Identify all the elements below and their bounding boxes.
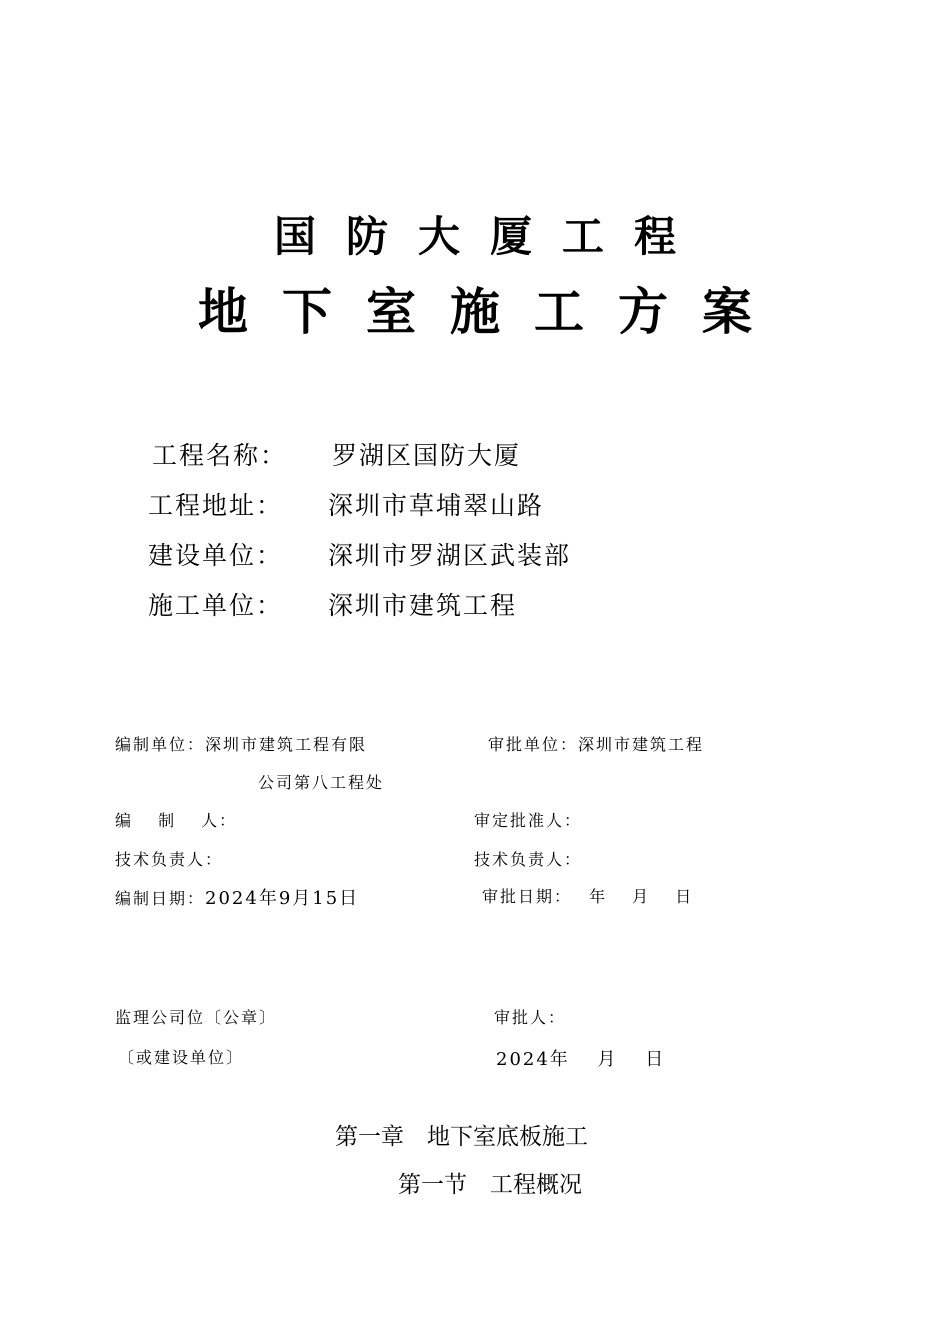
compile-unit: 编制单位：深圳市建筑工程有限 (115, 735, 368, 754)
approve-date: 审批日期： 年 月 日 (482, 887, 694, 906)
doc-title-line1: 国防大厦工程 (273, 212, 706, 261)
owner-unit-label: 建设单位： (148, 541, 284, 570)
compile-date-label: 编制日期： (115, 889, 206, 908)
compiler-label: 编 制 人： (115, 811, 238, 830)
approve-unit: 审批单位：深圳市建筑工程 (488, 735, 705, 754)
owner-unit-row (148, 536, 571, 572)
project-address-label: 工程地址： (148, 491, 284, 520)
chapter-heading: 第一章 地下室底板施工 (335, 1124, 588, 1150)
doc-title-line2: 地下室施工方案 (198, 283, 786, 341)
compile-date-value: 2024年9月15日 (205, 888, 360, 909)
approver-label: 审批人： (494, 1008, 567, 1027)
supervision-stamp-label: 监理公司位〔公章〕 (115, 1008, 278, 1027)
project-address-value: 深圳市草埔翠山路 (328, 491, 545, 520)
tech-lead-left-label: 技术负责人： (115, 850, 224, 869)
compile-date (115, 884, 359, 910)
tech-lead-right-label: 技术负责人： (474, 850, 583, 869)
project-name-label: 工程名称： (152, 441, 288, 470)
compile-unit-continued: 公司第八工程处 (258, 773, 385, 792)
contractor-value: 深圳市建筑工程 (328, 591, 518, 620)
approver-date: 2024年 月 日 (496, 1049, 666, 1070)
final-approver-label: 审定批准人： (474, 811, 583, 830)
contractor-label: 施工单位： (148, 591, 284, 620)
contractor-row (148, 586, 517, 622)
project-name-row (152, 436, 521, 472)
project-address-row (148, 486, 544, 522)
supervision-sub-label: 〔或建设单位〕 (118, 1048, 245, 1067)
project-name-value: 罗湖区国防大厦 (332, 441, 522, 470)
section-heading: 第一节 工程概况 (398, 1172, 582, 1198)
owner-unit-value: 深圳市罗湖区武装部 (328, 541, 572, 570)
